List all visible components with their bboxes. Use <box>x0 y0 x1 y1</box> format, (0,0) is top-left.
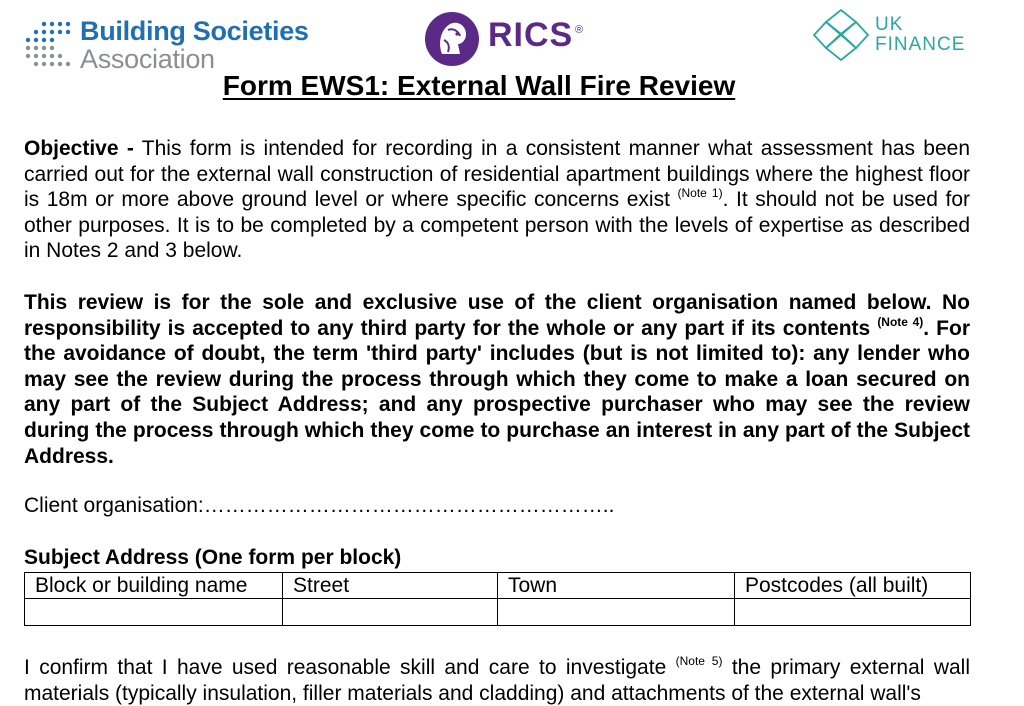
street-cell[interactable] <box>283 599 498 626</box>
confirmation-text-end: the primary external wall materials (typically insulation, filler materials and cladding) and attachments of the external wall's <box>24 656 970 705</box>
table-header-row <box>25 573 971 599</box>
form-title-text: Form EWS1: External Wall Fire Review <box>222 70 736 101</box>
column-header-block-name: Block or building name <box>25 573 283 599</box>
ukfinance-logo-icon <box>812 8 870 62</box>
rics-lion-icon <box>424 10 480 68</box>
town-cell[interactable] <box>498 599 735 626</box>
confirmation-note-ref: (Note 5) <box>675 654 723 668</box>
disclaimer-paragraph <box>24 290 970 469</box>
column-header-street: Street <box>283 573 498 599</box>
objective-paragraph <box>24 136 970 264</box>
objective-text-end: . It should not be used for other purposes. It is to be completed by a competent person with the levels of expertise as described in Notes 2 and 3 below. <box>24 188 970 263</box>
disclaimer-note-ref: (Note 4) <box>877 314 924 329</box>
bsa-logo-dots-icon <box>22 20 72 70</box>
objective-note-ref: (Note 1) <box>677 186 723 201</box>
table-row <box>25 599 971 626</box>
client-organisation-label: Client organisation: <box>24 494 204 517</box>
disclaimer-text-end: . For the avoidance of doubt, the term 'third party' includes (but is not limited to): any lender who may see the review during the process through which they come to make a loan secured on any part of the Subject Address; and any prospective purchaser who may see the review during the process through which they come to purchase an interest in any part of the Subject Address. <box>24 316 971 468</box>
subject-address-table <box>24 572 971 626</box>
ukfinance-logo-line1: UK <box>875 14 904 35</box>
column-header-postcodes: Postcodes (all built) <box>735 573 971 599</box>
bsa-logo-line2: Association <box>80 44 215 74</box>
block-name-cell[interactable] <box>25 599 283 626</box>
rics-registered-mark: ® <box>575 24 584 36</box>
client-organisation-field <box>24 494 614 518</box>
form-title <box>0 70 958 102</box>
ukfinance-logo-line2: FINANCE <box>875 34 966 55</box>
disclaimer-text: This review is for the sole and exclusive use of the client organisation named below. No responsibility is accepted to any third party for the whole or any part if its contents <box>24 291 970 340</box>
postcodes-cell[interactable] <box>735 599 971 626</box>
client-organisation-dots: ………………………………………………….. <box>203 494 615 517</box>
confirmation-paragraph <box>24 655 970 706</box>
objective-label: Objective - <box>24 137 134 160</box>
column-header-town: Town <box>498 573 735 599</box>
subject-address-heading: Subject Address (One form per block) <box>24 546 402 569</box>
objective-text: This form is intended for recording in a consistent manner what assessment has been carried out for the external wall construction of residential apartment buildings where the highest floor is 18m or more above ground level or where specific concerns exist <box>24 137 970 212</box>
rics-logo-text: RICS <box>488 16 574 54</box>
confirmation-text: I confirm that I have used reasonable skill and care to investigate <box>24 656 676 679</box>
bsa-logo-line1: Building Societies <box>80 16 309 46</box>
